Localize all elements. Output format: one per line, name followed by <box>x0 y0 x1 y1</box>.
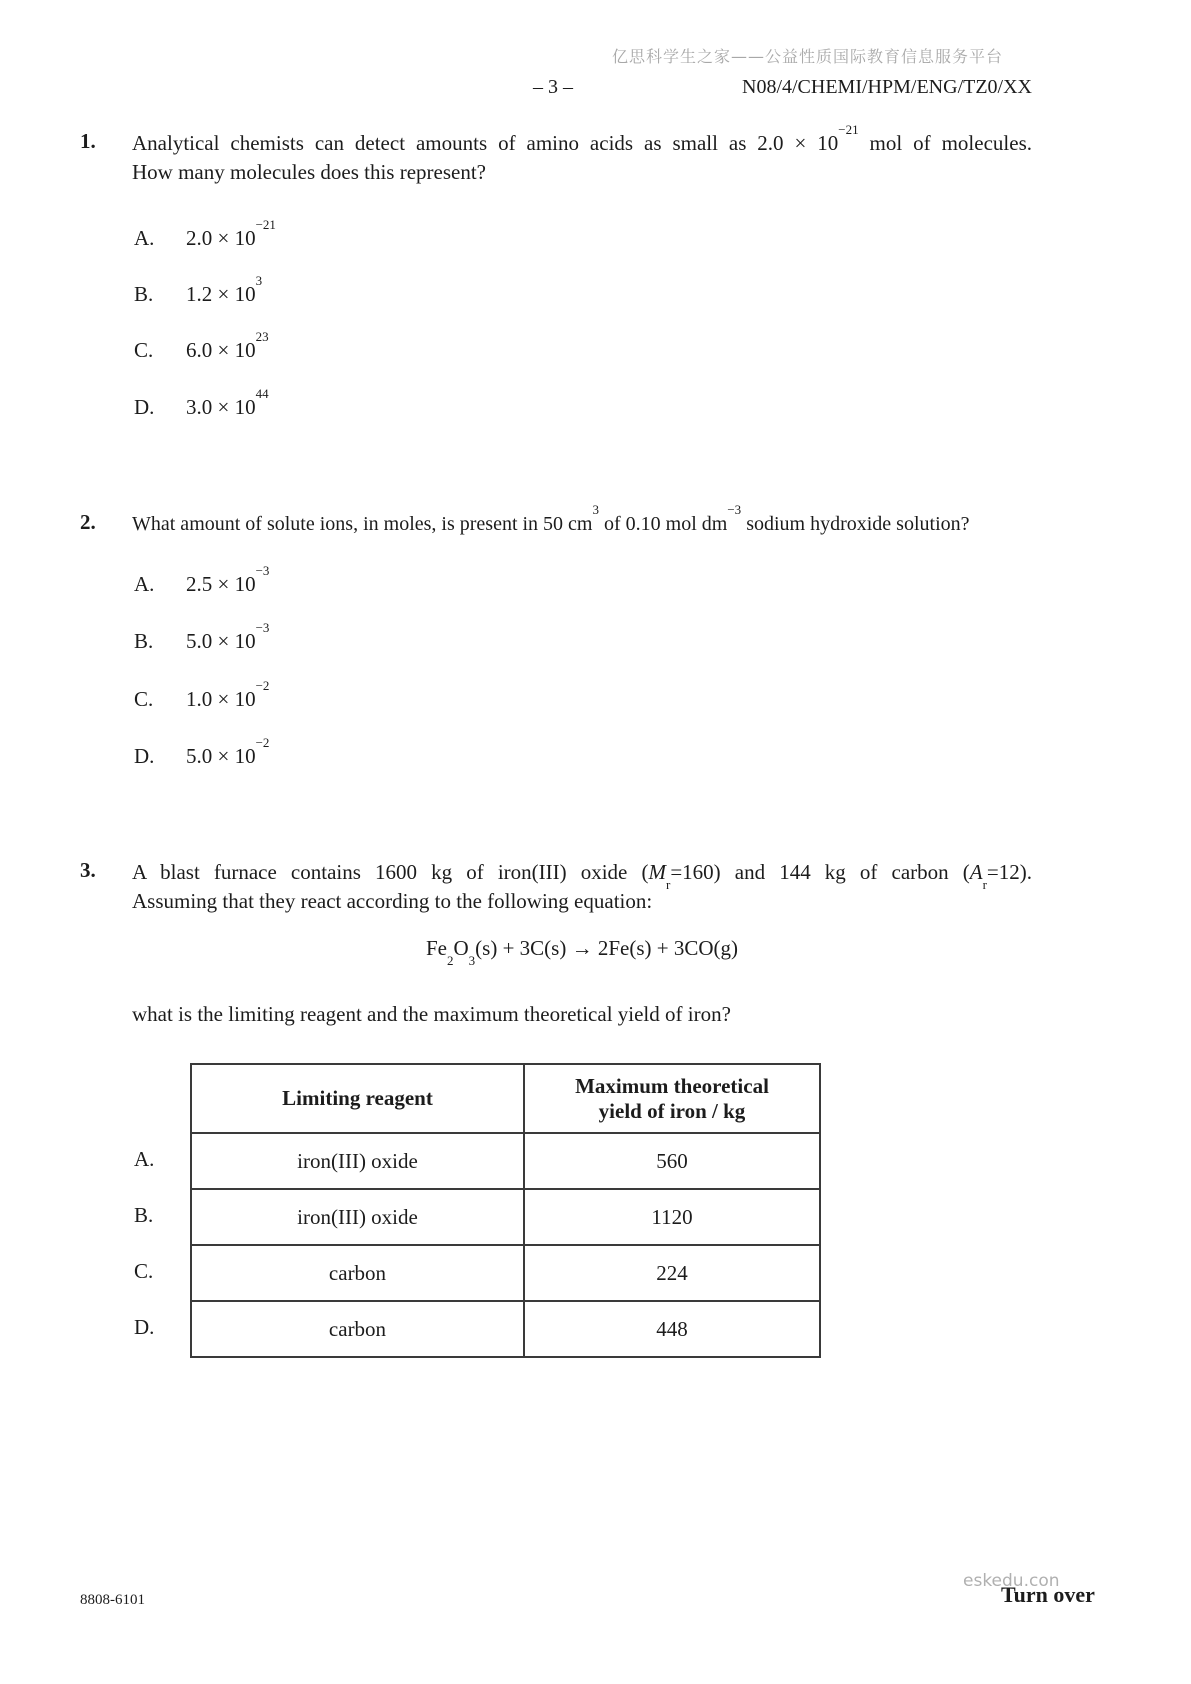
q1-option-c-exp: 23 <box>255 329 269 344</box>
q2-option-c-letter: C. <box>134 687 154 711</box>
row-c-yield: 224 <box>524 1245 820 1301</box>
row-b-reagent: iron(III) oxide <box>191 1189 524 1245</box>
q1-option-b-letter: B. <box>134 282 154 306</box>
q1-option-a-base: 2.0 × 10 <box>186 226 256 250</box>
q2-option-c-value <box>186 678 270 712</box>
answer-table <box>190 1063 821 1358</box>
q2-option-a-value <box>186 563 270 597</box>
page-number: – 3 – <box>533 76 573 98</box>
header-max-yield-line2: yield of iron / kg <box>598 1098 746 1123</box>
q3-line1-seg2: =160) and 144 kg of carbon ( <box>670 860 970 884</box>
table-row-d <box>191 1301 820 1357</box>
q3-line1-seg1: A blast furnace contains 1600 kg of iron(III) oxide ( <box>132 860 649 884</box>
eq-sub-2: 2 <box>447 953 454 969</box>
q3-row-b-letter: B. <box>134 1203 154 1227</box>
q3-ar-subscript: r <box>982 877 987 893</box>
q1-option-d-letter: D. <box>134 395 155 419</box>
row-a-yield: 560 <box>524 1133 820 1189</box>
q1-line1-tail: mol of molecules. <box>858 131 1032 155</box>
q3-row-a-letter: A. <box>134 1147 155 1171</box>
q3-line2: Assuming that they react according to the following equation: <box>132 889 653 913</box>
q1-option-a-letter: A. <box>134 226 155 250</box>
q2-number: 2. <box>80 510 96 534</box>
table-row-a <box>191 1133 820 1189</box>
q2-text <box>132 502 970 538</box>
row-c-reagent: carbon <box>191 1245 524 1301</box>
header-max-yield <box>524 1064 820 1133</box>
header-limiting-reagent: Limiting reagent <box>191 1064 524 1133</box>
row-d-reagent: carbon <box>191 1301 524 1357</box>
q2-option-b-base: 5.0 × 10 <box>186 629 256 653</box>
q1-option-d-exp: 44 <box>255 386 269 401</box>
q2-option-b-exp: −3 <box>255 620 270 635</box>
q2-seg1: What amount of solute ions, in moles, is present in 50 cm <box>132 513 593 535</box>
q1-option-a-value <box>186 217 276 251</box>
q3-equation <box>132 936 1032 969</box>
eq-o: O <box>453 936 469 960</box>
q1-option-d-value <box>186 386 269 420</box>
q3-ar-symbol: A <box>969 860 983 884</box>
q2-option-d-exp: −2 <box>255 735 270 750</box>
q3-row-c-letter: C. <box>134 1259 154 1283</box>
q1-line1-exponent: −21 <box>838 122 859 137</box>
q1-line2: How many molecules does this represent? <box>132 160 486 184</box>
q1-option-b-exp: 3 <box>255 273 263 288</box>
q2-sup1: 3 <box>592 502 599 518</box>
q3-prompt: what is the limiting reagent and the maximum theoretical yield of iron? <box>132 1002 731 1026</box>
q2-option-a-exp: −3 <box>255 563 270 578</box>
turn-over-label: Turn over <box>1001 1582 1095 1607</box>
q1-line1-text: Analytical chemists can detect amounts of amino acids as small as 2.0 × 10 <box>132 131 839 155</box>
q3-mr-symbol: M <box>648 860 666 884</box>
answer-table-header-row <box>191 1064 820 1133</box>
q2-option-b-value <box>186 620 270 654</box>
q2-option-c-exp: −2 <box>255 678 270 693</box>
footer-serial: 8808-6101 <box>80 1592 145 1608</box>
q2-seg2: of 0.10 mol dm <box>599 513 728 535</box>
q1-option-c-value <box>186 329 269 363</box>
q2-option-c-base: 1.0 × 10 <box>186 687 256 711</box>
eq-fe: Fe <box>426 936 447 960</box>
q2-option-d-letter: D. <box>134 744 155 768</box>
eq-rest: (s) + 3C(s) → 2Fe(s) + 3CO(g) <box>475 936 738 960</box>
q3-line1-seg3: =12). <box>986 860 1032 884</box>
q1-option-d-base: 3.0 × 10 <box>186 395 256 419</box>
q2-option-a-letter: A. <box>134 572 155 596</box>
q1-option-c-letter: C. <box>134 338 154 362</box>
q2-option-a-base: 2.5 × 10 <box>186 572 256 596</box>
row-a-reagent: iron(III) oxide <box>191 1133 524 1189</box>
q2-seg3: sodium hydroxide solution? <box>741 513 970 535</box>
q1-option-b-base: 1.2 × 10 <box>186 282 256 306</box>
eq-sub-3: 3 <box>468 953 476 969</box>
q2-option-b-letter: B. <box>134 629 154 653</box>
header-max-yield-line1: Maximum theoretical <box>575 1073 769 1098</box>
q1-option-a-exp: −21 <box>255 217 276 232</box>
q2-option-d-value <box>186 735 270 769</box>
q1-line1 <box>132 122 1032 157</box>
q3-row-d-letter: D. <box>134 1315 155 1339</box>
q3-mr-subscript: r <box>665 877 671 893</box>
q1-number: 1. <box>80 129 96 153</box>
q3-line1 <box>132 858 1032 893</box>
table-row-c <box>191 1245 820 1301</box>
q1-option-b-value <box>186 273 263 307</box>
header-watermark-cn: 亿思科学生之家——公益性质国际教育信息服务平台 <box>612 47 1004 66</box>
footer-watermark: eskedu.con <box>963 1571 1060 1591</box>
row-b-yield: 1120 <box>524 1189 820 1245</box>
q1-option-c-base: 6.0 × 10 <box>186 338 256 362</box>
q2-option-d-base: 5.0 × 10 <box>186 744 256 768</box>
row-d-yield: 448 <box>524 1301 820 1357</box>
paper-code: N08/4/CHEMI/HPM/ENG/TZ0/XX <box>742 76 1032 98</box>
table-row-b <box>191 1189 820 1245</box>
q2-sup2: −3 <box>727 502 742 518</box>
q3-number: 3. <box>80 858 96 882</box>
